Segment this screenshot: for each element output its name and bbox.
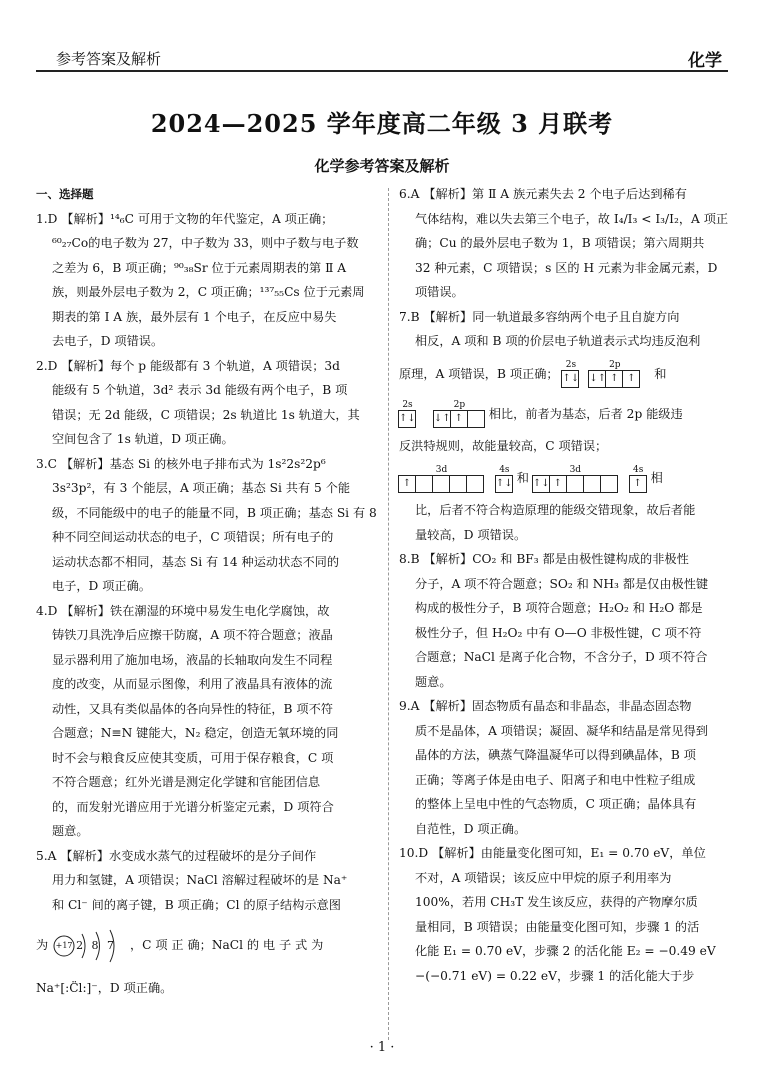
orbital-2p-b xyxy=(434,400,485,428)
text-line: 铸铁刀具洗净后应擦干防腐，A 项不符合题意；液晶 xyxy=(52,628,333,642)
left-lines xyxy=(36,207,377,918)
orbital-label: 2p xyxy=(453,400,466,410)
atom-shells: 2 8 7 xyxy=(76,938,115,952)
page-number: · 1 · xyxy=(369,1040,395,1055)
orbital-cell: ↓↑ xyxy=(433,410,451,428)
page-subtitle: 化学参考答案及解析 xyxy=(314,157,450,175)
text-line: ⁶⁰₂₇Co的电子数为 27，中子数为 33，则中子数与电子数 xyxy=(52,236,359,250)
text-line: 题意。 xyxy=(415,674,452,689)
orbital-row-2-tail: 相比，前者为基态，后者 2p 能级违 xyxy=(488,406,683,421)
orbital-label: 4s xyxy=(499,464,510,475)
orbital-cell xyxy=(583,475,601,493)
orbital-cell: ↑ xyxy=(622,370,640,388)
orbital-cell: ↑ xyxy=(605,370,623,388)
atom-nucleus: +17 xyxy=(55,940,73,950)
text-line: 分子，A 项不符合题意；SO₂ 和 NH₃ 都是仅由极性键 xyxy=(415,576,709,591)
orbital-cell: ↑↓ xyxy=(398,410,416,428)
right-lines-b xyxy=(399,498,727,988)
orbital-label: 4s xyxy=(633,464,644,475)
orbital-row-3 xyxy=(399,458,727,498)
orbital-cell: ↑↓ xyxy=(495,475,513,493)
orbital-row-3-tail: 相 xyxy=(650,471,663,485)
text-line: 空间包含了 1s 轨道，D 项正确。 xyxy=(52,432,234,446)
orbital-cell: ↑↓ xyxy=(532,475,550,493)
orbital-cell: ↑ xyxy=(450,410,468,428)
text-line: 量相同，B 项错误；由能量变化图可知，步骤 1 的活 xyxy=(415,919,700,934)
orbital-cell: ↑ xyxy=(629,475,647,493)
orbital-4s-b xyxy=(630,465,647,493)
text-line: 题意。 xyxy=(52,824,89,838)
text-line: 构成的极性分子，B 项符合题意；H₂O₂ 和 H₂O 都是 xyxy=(415,601,703,615)
page-header xyxy=(34,44,730,70)
text-line: 正确；等离子体是由电子、阳离子和电中性粒子组成 xyxy=(415,772,696,787)
orbital-row-1-tail: 和 xyxy=(654,366,667,381)
nacl-line xyxy=(36,973,364,1003)
text-line: 气体结构，难以失去第三个电子，故 I₄/I₃ < I₃/I₂，A 项正 xyxy=(415,211,729,226)
text-line: 确；Cu 的最外层电子数为 1，B 项错误；第六周期共 xyxy=(415,236,705,250)
text-line: 显示器利用了施加电场，液晶的长轴取向发生不同程 xyxy=(52,652,333,667)
orbital-4s-a xyxy=(496,465,513,493)
right-column xyxy=(399,182,727,988)
text-line: 1.D 【解析】¹⁴₆C 可用于文物的年代鉴定，A 项正确； xyxy=(36,211,334,226)
orbital-3d-a xyxy=(399,465,484,493)
orbital-label: 2s xyxy=(565,360,577,370)
text-line: 之差为 6，B 项正确；⁹⁰₃₈Sr 位于元素周期表的第 Ⅱ A xyxy=(52,260,347,275)
text-line: 去电子，D 项错误。 xyxy=(52,334,164,348)
orbital-row-1-text: 原理，A 项错误，B 项正确； xyxy=(399,366,559,381)
text-line: 质不是晶体，A 项错误；凝固、凝华和结晶是常见得到 xyxy=(415,723,708,738)
orbital-cell: ↑ xyxy=(398,475,416,493)
text-line: −(−0.71 eV) = 0.22 eV，步骤 1 的活化能大于步 xyxy=(415,968,695,983)
text-line: 错误；无 2d 能级，C 项错误；2s 轨道比 1s 轨道大，其 xyxy=(52,407,360,422)
text-line: 比，后者不符合构造原理的能级交错现象，故后者能 xyxy=(415,503,696,517)
orbital-label: 2s xyxy=(402,400,413,410)
text-line: 不符合题意；红外光谱是测定化学键和官能团信息 xyxy=(52,775,321,789)
column-divider xyxy=(388,188,389,1040)
text-line: 度的改变，从而显示图像，利用了液晶具有液体的流 xyxy=(52,677,333,691)
header-rule xyxy=(36,70,728,72)
text-line: 量较高，D 项错误。 xyxy=(415,527,527,542)
text-line: 的，而发射光谱应用于光谱分析鉴定元素，D 项符合 xyxy=(52,799,334,814)
header-left: 参考答案及解析 xyxy=(56,50,162,68)
text-line: 的整体上呈电中性的气态物质，C 项正确；晶体具有 xyxy=(415,797,697,811)
text-line: 和 Cl⁻ 间的离子键，B 项正确；Cl 的原子结构示意图 xyxy=(52,897,341,912)
orbital-2s-a xyxy=(562,360,579,388)
orbital-row-2 xyxy=(399,394,727,434)
text-line: 6.A 【解析】第 Ⅱ A 族元素失去 2 个电子后达到稀有 xyxy=(399,187,687,201)
text-line: 3s²3p²，有 3 个能层，A 项正确；基态 Si 共有 5 个能 xyxy=(52,481,351,495)
text-line: 项错误。 xyxy=(415,285,464,299)
atom-structure-line xyxy=(36,917,364,973)
orbital-cell xyxy=(467,410,485,428)
left-column xyxy=(36,182,377,1003)
text-line: 2.D 【解析】每个 p 能级都有 3 个轨道，A 项错误；3d xyxy=(36,358,340,373)
right-mid-line: 反洪特规则，故能量较高，C 项错误； xyxy=(399,438,608,453)
orbital-3d-b xyxy=(533,465,618,493)
page-title: 2024—2025 学年度高二年级 3 月联考 xyxy=(150,109,614,138)
text-line: 电子，D 项正确。 xyxy=(52,579,151,593)
section-heading: 一、选择题 xyxy=(36,187,94,201)
nacl-text: ，D 项正确。 xyxy=(97,981,173,995)
text-line: 9.A 【解析】固态物质有晶态和非晶态，非晶态固态物 xyxy=(399,699,692,713)
orbital-cell xyxy=(432,475,450,493)
orbital-cell xyxy=(566,475,584,493)
text-line: 种不同空间运动状态的电子，C 项错误；所有电子的 xyxy=(52,530,334,544)
orbital-row-3-mid: 和 xyxy=(516,471,529,485)
orbital-cell xyxy=(600,475,618,493)
text-line: 极性分子，但 H₂O₂ 中有 O—O 非极性键，C 项不符 xyxy=(415,625,702,640)
right-lines-a xyxy=(399,182,727,354)
text-line: 合题意；N≡N 键能大，N₂ 稳定，创造无氧环境的同 xyxy=(52,726,339,740)
text-line: 4.D 【解析】铁在潮湿的环境中易发生电化学腐蚀，故 xyxy=(36,603,330,618)
text-line: 32 种元素，C 项错误；s 区的 H 元素为非金属元素，D xyxy=(415,260,718,275)
orbital-cell: ↑ xyxy=(549,475,567,493)
text-line: 3.C 【解析】基态 Si 的核外电子排布式为 1s²2s²2p⁶ xyxy=(36,456,326,471)
text-line: 10.D 【解析】由能量变化图可知，E₁ = 0.70 eV，单位 xyxy=(399,846,706,860)
text-line: 族，则最外层电子数为 2，C 项正确；¹³⁷₅₅Cs 位于元素周 xyxy=(52,285,365,299)
orbital-label: 3d xyxy=(569,464,582,475)
text-line: 时不会与粮食反应使其变质，可用于保存粮食，C 项 xyxy=(52,750,334,765)
nacl-formula: Na⁺[:C̈l:]⁻ xyxy=(36,981,98,995)
header-right: 化学 xyxy=(688,51,722,71)
text-line: 动性，又具有类似晶体的各向异性的特征，B 项不符 xyxy=(52,701,333,716)
orbital-cell xyxy=(449,475,467,493)
orbital-row-1 xyxy=(399,354,727,394)
orbital-cell: ↑↓ xyxy=(561,370,579,388)
text-line: 期表的第 Ⅰ A 族，最外层有 1 个电子，在反应中易失 xyxy=(52,309,337,324)
text-line: 不对，A 项错误；该反应中甲烷的原子利用率为 xyxy=(415,870,672,885)
text-line: 晶体的方法，碘蒸气降温凝华可以得到碘晶体，B 项 xyxy=(415,748,696,762)
orbital-cell xyxy=(466,475,484,493)
orbital-2p-a xyxy=(589,360,640,388)
text-line: 8.B 【解析】CO₂ 和 BF₃ 都是由极性键构成的非极性 xyxy=(399,552,689,566)
text-line: 100%，若用 CH₃T 发生该反应，获得的产物摩尔质 xyxy=(415,895,698,909)
text-line: 用力和氢键，A 项错误；NaCl 溶解过程破坏的是 Na⁺ xyxy=(52,873,348,887)
orbital-cell xyxy=(415,475,433,493)
text-line: 7.B 【解析】同一轨道最多容纳两个电子且自旋方向 xyxy=(399,309,680,324)
text-line: 化能 E₁ = 0.70 eV，步骤 2 的活化能 E₂ = −0.49 eV xyxy=(415,944,716,958)
atom-prefix: 为 xyxy=(36,938,49,952)
text-line: 运动状态都不相同，基态 Si 有 14 种运动状态不同的 xyxy=(52,554,340,569)
orbital-2s-b xyxy=(399,400,416,428)
orbital-label: 2p xyxy=(609,360,621,370)
text-line: 级，不同能级中的电子的能量不同，B 项正确；基态 Si 有 8 xyxy=(52,505,377,520)
text-line: 5.A 【解析】水变成水蒸气的过程破坏的是分子间作 xyxy=(36,848,317,863)
text-line: 合题意；NaCl 是离子化合物，不含分子，D 项不符合 xyxy=(415,650,708,664)
text-line: 自范性，D 项正确。 xyxy=(415,821,527,836)
orbital-label: 3d xyxy=(435,464,448,475)
orbital-cell: ↓↑ xyxy=(588,370,606,388)
text-line: 能级有 5 个轨道，3d² 表示 3d 能级有两个电子，B 项 xyxy=(52,383,348,397)
atom-diagram xyxy=(52,926,126,966)
text-line: 相反，A 项和 B 项的价层电子轨道表示式均违反泡利 xyxy=(415,334,701,348)
atom-line-text: ，C 项 正 确；NaCl 的 电 子 式 为 xyxy=(129,938,324,952)
